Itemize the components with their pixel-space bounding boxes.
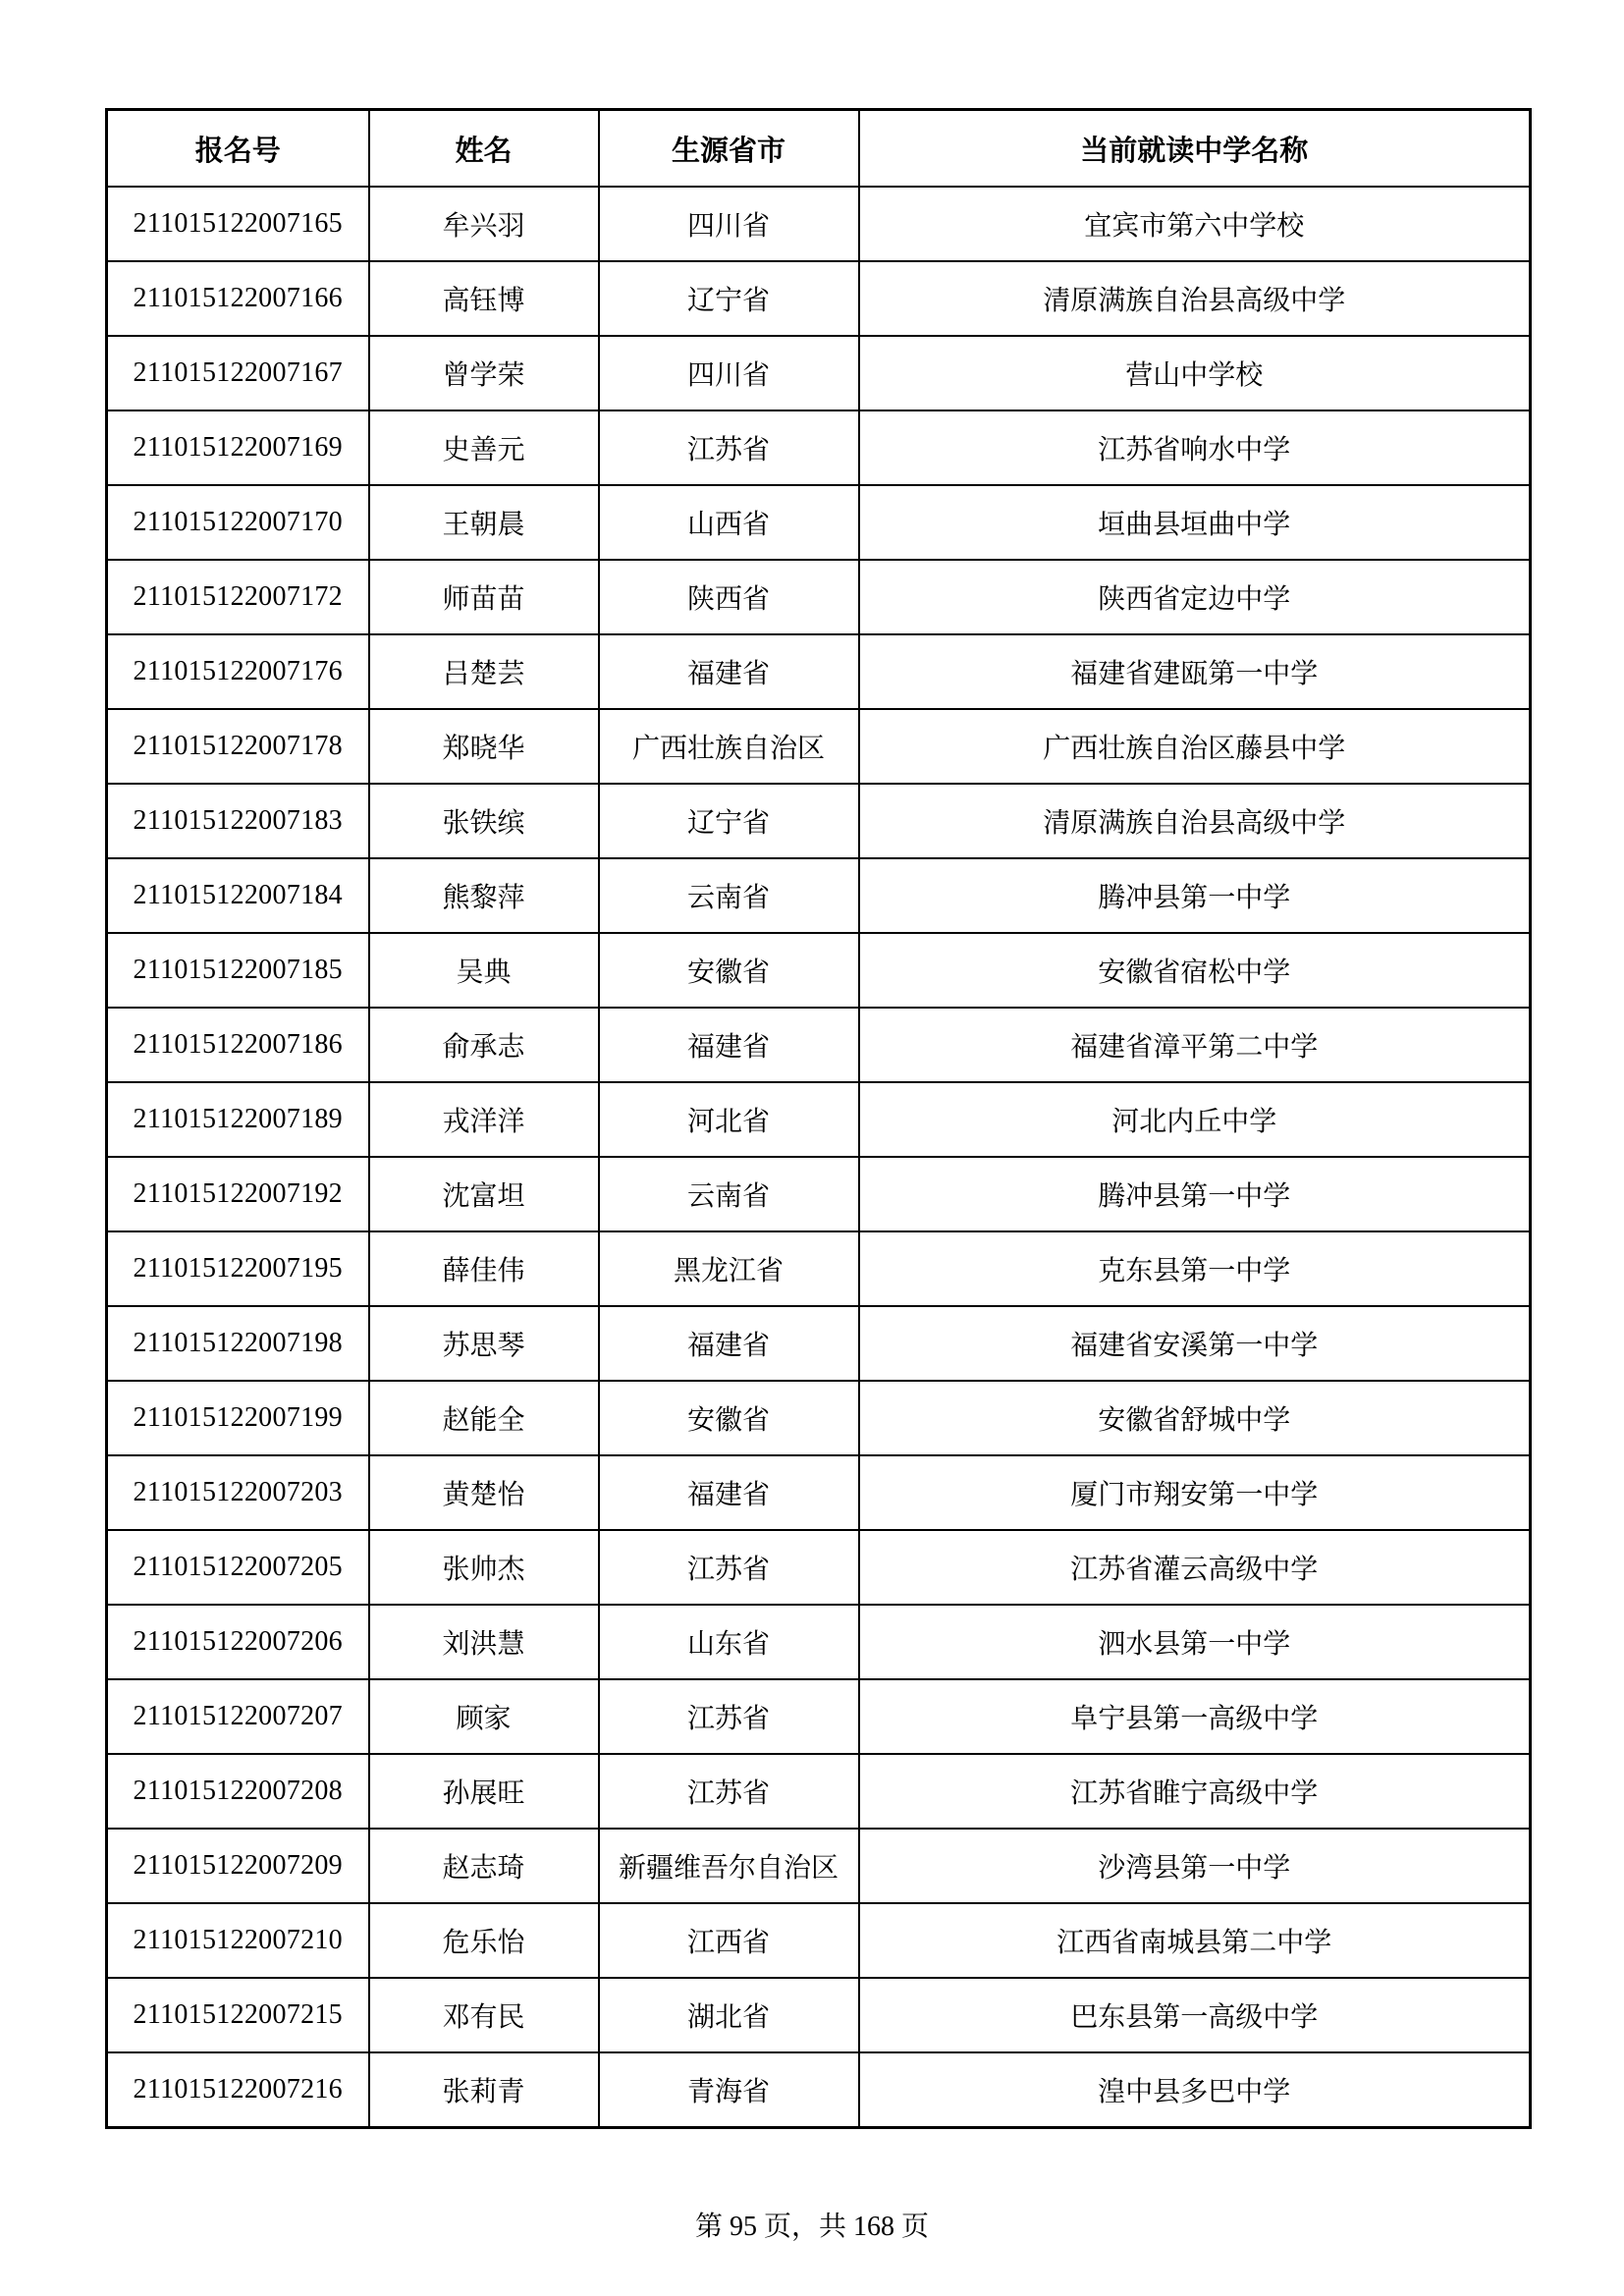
cell-registration-number: 211015122007170 — [107, 485, 369, 560]
cell-name: 吕楚芸 — [369, 634, 599, 709]
table-row — [107, 1381, 1531, 1455]
cell-current-school: 陕西省定边中学 — [859, 560, 1531, 634]
cell-origin-province: 青海省 — [599, 2052, 859, 2128]
cell-name: 孙展旺 — [369, 1754, 599, 1829]
cell-registration-number: 211015122007176 — [107, 634, 369, 709]
table-row — [107, 336, 1531, 410]
cell-origin-province: 河北省 — [599, 1082, 859, 1157]
cell-current-school: 江苏省睢宁高级中学 — [859, 1754, 1531, 1829]
cell-registration-number: 211015122007189 — [107, 1082, 369, 1157]
cell-origin-province: 安徽省 — [599, 933, 859, 1008]
cell-origin-province: 辽宁省 — [599, 261, 859, 336]
cell-origin-province: 福建省 — [599, 1306, 859, 1381]
cell-name: 史善元 — [369, 410, 599, 485]
header-registration-number: 报名号 — [107, 110, 369, 188]
cell-name: 师苗苗 — [369, 560, 599, 634]
cell-current-school: 福建省漳平第二中学 — [859, 1008, 1531, 1082]
cell-registration-number: 211015122007172 — [107, 560, 369, 634]
cell-current-school: 河北内丘中学 — [859, 1082, 1531, 1157]
table-row — [107, 1306, 1531, 1381]
cell-origin-province: 四川省 — [599, 336, 859, 410]
header-origin-province: 生源省市 — [599, 110, 859, 188]
cell-name: 赵志琦 — [369, 1829, 599, 1903]
footer-suffix: 页 — [901, 2212, 930, 2242]
header-current-school: 当前就读中学名称 — [859, 110, 1531, 188]
cell-current-school: 泗水县第一中学 — [859, 1605, 1531, 1679]
table-row — [107, 261, 1531, 336]
cell-registration-number: 211015122007195 — [107, 1231, 369, 1306]
table-row — [107, 2052, 1531, 2128]
cell-registration-number: 211015122007184 — [107, 858, 369, 933]
cell-origin-province: 山东省 — [599, 1605, 859, 1679]
cell-registration-number: 211015122007185 — [107, 933, 369, 1008]
cell-registration-number: 211015122007178 — [107, 709, 369, 784]
cell-current-school: 厦门市翔安第一中学 — [859, 1455, 1531, 1530]
cell-current-school: 垣曲县垣曲中学 — [859, 485, 1531, 560]
table-row — [107, 560, 1531, 634]
table-row — [107, 1903, 1531, 1978]
cell-origin-province: 江西省 — [599, 1903, 859, 1978]
cell-origin-province: 黑龙江省 — [599, 1231, 859, 1306]
cell-current-school: 湟中县多巴中学 — [859, 2052, 1531, 2128]
cell-name: 顾家 — [369, 1679, 599, 1754]
table-row — [107, 1008, 1531, 1082]
table-row — [107, 1455, 1531, 1530]
cell-registration-number: 211015122007209 — [107, 1829, 369, 1903]
cell-origin-province: 安徽省 — [599, 1381, 859, 1455]
cell-current-school: 巴东县第一高级中学 — [859, 1978, 1531, 2052]
table-row — [107, 1978, 1531, 2052]
cell-current-school: 阜宁县第一高级中学 — [859, 1679, 1531, 1754]
table-header — [107, 110, 1531, 188]
table-row — [107, 1082, 1531, 1157]
cell-name: 高钰博 — [369, 261, 599, 336]
table-row — [107, 410, 1531, 485]
cell-current-school: 江苏省响水中学 — [859, 410, 1531, 485]
cell-registration-number: 211015122007183 — [107, 784, 369, 858]
table-body — [107, 187, 1531, 2128]
cell-name: 王朝晨 — [369, 485, 599, 560]
cell-registration-number: 211015122007215 — [107, 1978, 369, 2052]
cell-name: 赵能全 — [369, 1381, 599, 1455]
table-row — [107, 933, 1531, 1008]
cell-current-school: 清原满族自治县高级中学 — [859, 261, 1531, 336]
header-row — [107, 110, 1531, 188]
cell-registration-number: 211015122007216 — [107, 2052, 369, 2128]
cell-origin-province: 陕西省 — [599, 560, 859, 634]
cell-current-school: 克东县第一中学 — [859, 1231, 1531, 1306]
table-row — [107, 1754, 1531, 1829]
cell-origin-province: 湖北省 — [599, 1978, 859, 2052]
cell-registration-number: 211015122007199 — [107, 1381, 369, 1455]
footer-page-number: 95 — [729, 2212, 757, 2242]
cell-registration-number: 211015122007210 — [107, 1903, 369, 1978]
table-row — [107, 485, 1531, 560]
cell-origin-province: 福建省 — [599, 1455, 859, 1530]
cell-registration-number: 211015122007167 — [107, 336, 369, 410]
cell-current-school: 福建省安溪第一中学 — [859, 1306, 1531, 1381]
cell-name: 张铁缤 — [369, 784, 599, 858]
cell-name: 苏思琴 — [369, 1306, 599, 1381]
table-row — [107, 1829, 1531, 1903]
cell-name: 俞承志 — [369, 1008, 599, 1082]
cell-current-school: 宜宾市第六中学校 — [859, 187, 1531, 261]
cell-origin-province: 四川省 — [599, 187, 859, 261]
cell-origin-province: 江苏省 — [599, 1530, 859, 1605]
table-row — [107, 1530, 1531, 1605]
cell-name: 危乐怡 — [369, 1903, 599, 1978]
cell-registration-number: 211015122007165 — [107, 187, 369, 261]
cell-origin-province: 云南省 — [599, 858, 859, 933]
cell-current-school: 沙湾县第一中学 — [859, 1829, 1531, 1903]
cell-current-school: 腾冲县第一中学 — [859, 858, 1531, 933]
cell-name: 薛佳伟 — [369, 1231, 599, 1306]
cell-current-school: 营山中学校 — [859, 336, 1531, 410]
cell-registration-number: 211015122007206 — [107, 1605, 369, 1679]
cell-origin-province: 新疆维吾尔自治区 — [599, 1829, 859, 1903]
page-footer — [0, 2205, 1624, 2244]
cell-name: 郑晓华 — [369, 709, 599, 784]
table-row — [107, 187, 1531, 261]
cell-origin-province: 江苏省 — [599, 410, 859, 485]
cell-current-school: 江西省南城县第二中学 — [859, 1903, 1531, 1978]
cell-origin-province: 福建省 — [599, 1008, 859, 1082]
cell-origin-province: 江苏省 — [599, 1679, 859, 1754]
table-row — [107, 1157, 1531, 1231]
cell-registration-number: 211015122007166 — [107, 261, 369, 336]
cell-registration-number: 211015122007208 — [107, 1754, 369, 1829]
footer-middle: 页，共 — [763, 2212, 846, 2242]
cell-name: 牟兴羽 — [369, 187, 599, 261]
cell-name: 邓有民 — [369, 1978, 599, 2052]
cell-name: 黄楚怡 — [369, 1455, 599, 1530]
cell-registration-number: 211015122007169 — [107, 410, 369, 485]
cell-registration-number: 211015122007192 — [107, 1157, 369, 1231]
table-row — [107, 1605, 1531, 1679]
cell-current-school: 广西壮族自治区藤县中学 — [859, 709, 1531, 784]
cell-registration-number: 211015122007207 — [107, 1679, 369, 1754]
cell-name: 沈富坦 — [369, 1157, 599, 1231]
cell-name: 戎洋洋 — [369, 1082, 599, 1157]
table-row — [107, 634, 1531, 709]
cell-name: 吴典 — [369, 933, 599, 1008]
table-row — [107, 709, 1531, 784]
cell-name: 张帅杰 — [369, 1530, 599, 1605]
cell-current-school: 江苏省灌云高级中学 — [859, 1530, 1531, 1605]
footer-prefix: 第 — [694, 2212, 723, 2242]
cell-current-school: 安徽省宿松中学 — [859, 933, 1531, 1008]
cell-registration-number: 211015122007203 — [107, 1455, 369, 1530]
footer-total-pages: 168 — [853, 2212, 894, 2242]
table-row — [107, 1231, 1531, 1306]
cell-name: 张莉青 — [369, 2052, 599, 2128]
cell-origin-province: 辽宁省 — [599, 784, 859, 858]
cell-origin-province: 广西壮族自治区 — [599, 709, 859, 784]
roster-sheet — [105, 108, 1529, 2129]
cell-registration-number: 211015122007205 — [107, 1530, 369, 1605]
cell-name: 曾学荣 — [369, 336, 599, 410]
cell-current-school: 福建省建瓯第一中学 — [859, 634, 1531, 709]
cell-current-school: 清原满族自治县高级中学 — [859, 784, 1531, 858]
cell-origin-province: 福建省 — [599, 634, 859, 709]
table-row — [107, 858, 1531, 933]
header-name: 姓名 — [369, 110, 599, 188]
cell-origin-province: 山西省 — [599, 485, 859, 560]
cell-name: 刘洪慧 — [369, 1605, 599, 1679]
cell-registration-number: 211015122007198 — [107, 1306, 369, 1381]
cell-current-school: 安徽省舒城中学 — [859, 1381, 1531, 1455]
cell-current-school: 腾冲县第一中学 — [859, 1157, 1531, 1231]
cell-name: 熊黎萍 — [369, 858, 599, 933]
table-row — [107, 1679, 1531, 1754]
cell-origin-province: 江苏省 — [599, 1754, 859, 1829]
table-row — [107, 784, 1531, 858]
admission-table — [105, 108, 1532, 2129]
cell-registration-number: 211015122007186 — [107, 1008, 369, 1082]
cell-origin-province: 云南省 — [599, 1157, 859, 1231]
